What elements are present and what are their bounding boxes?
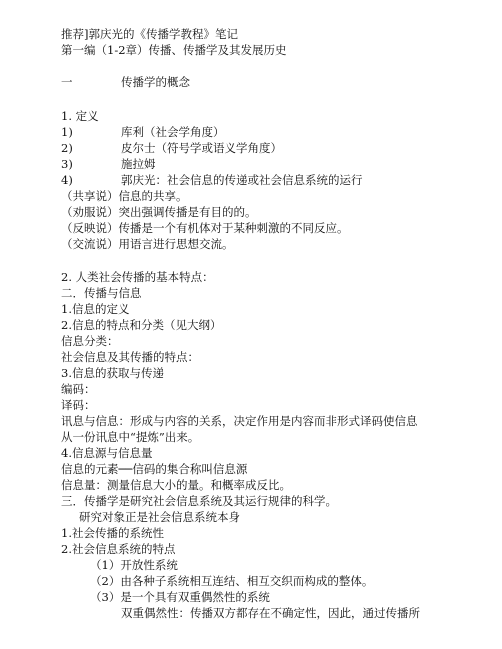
definition-item: 施拉姆 bbox=[121, 157, 156, 171]
chapter-title: 第一编（1-2章）传播、传播学及其发展历史 bbox=[61, 43, 287, 57]
section-heading: 二．传播与信息 bbox=[61, 286, 142, 300]
text-line: （1）开放性系统 bbox=[90, 558, 178, 572]
text-line: 2. 人类社会传播的基本特点： bbox=[61, 270, 214, 284]
definition-number: 4) bbox=[61, 173, 73, 187]
view-line: （反映说）传播是一个有机体对于某种刺激的不同反应。 bbox=[61, 221, 349, 235]
text-line: 1.社会传播的系统性 bbox=[61, 526, 164, 540]
text-line: 4.信息源与信息量 bbox=[61, 446, 153, 460]
definition-item: 郭庆光：社会信息的传递或社会信息系统的运行 bbox=[121, 173, 363, 187]
text-line: 2.信息的特点和分类（见大纲） bbox=[61, 318, 222, 332]
definition-item: 皮尔士（符号学或语义学角度） bbox=[121, 141, 282, 155]
text-line: （3）是一个具有双重偶然性的系统 bbox=[90, 590, 270, 604]
view-line: （交流说）用语言进行思想交流。 bbox=[61, 237, 234, 251]
text-line: 编码： bbox=[61, 382, 96, 396]
text-line: 研究对象正是社会信息系统本身 bbox=[79, 510, 240, 524]
definition-number: 2) bbox=[61, 141, 73, 155]
text-line: 译码： bbox=[61, 398, 96, 412]
text-line: 信息分类： bbox=[61, 334, 119, 348]
text-line: 双重偶然性：传播双方都存在不确定性，因此，通过传播所 bbox=[121, 606, 420, 620]
view-line: （共享说）信息的共享。 bbox=[61, 189, 188, 203]
text-line: 信息的元素──信码的集合称叫信息源 bbox=[61, 462, 248, 476]
doc-title: 推荐]郭庆光的《传播学教程》笔记 bbox=[61, 27, 238, 41]
text-line: （2）由各种子系统相互连结、相互交织而构成的整体。 bbox=[90, 574, 374, 588]
text-line: 社会信息及其传播的特点： bbox=[61, 350, 199, 364]
definition-item: 库利（社会学角度） bbox=[121, 125, 225, 139]
text-line: 信息量：测量信息大小的量。和概率成反比。 bbox=[61, 478, 291, 492]
definition-number: 1) bbox=[61, 125, 73, 139]
text-line: 讯息与信息：形成与内容的关系，决定作用是内容而非形式译码使信息 bbox=[61, 414, 418, 428]
section-number: 一 bbox=[61, 75, 73, 89]
definition-number: 3) bbox=[61, 157, 73, 171]
text-line: 2.社会信息系统的特点 bbox=[61, 542, 176, 556]
text-line: 3.信息的获取与传递 bbox=[61, 366, 164, 380]
view-line: （劝服说）突出强调传播是有目的的。 bbox=[61, 205, 257, 219]
section-title: 传播学的概念 bbox=[121, 75, 190, 89]
text-line: 1.信息的定义 bbox=[61, 302, 130, 316]
section-heading: 三．传播学是研究社会信息系统及其运行规律的科学。 bbox=[61, 494, 337, 508]
text-line: 从一份讯息中“提炼”出来。 bbox=[61, 430, 200, 444]
definition-heading: 1. 定义 bbox=[61, 109, 99, 123]
